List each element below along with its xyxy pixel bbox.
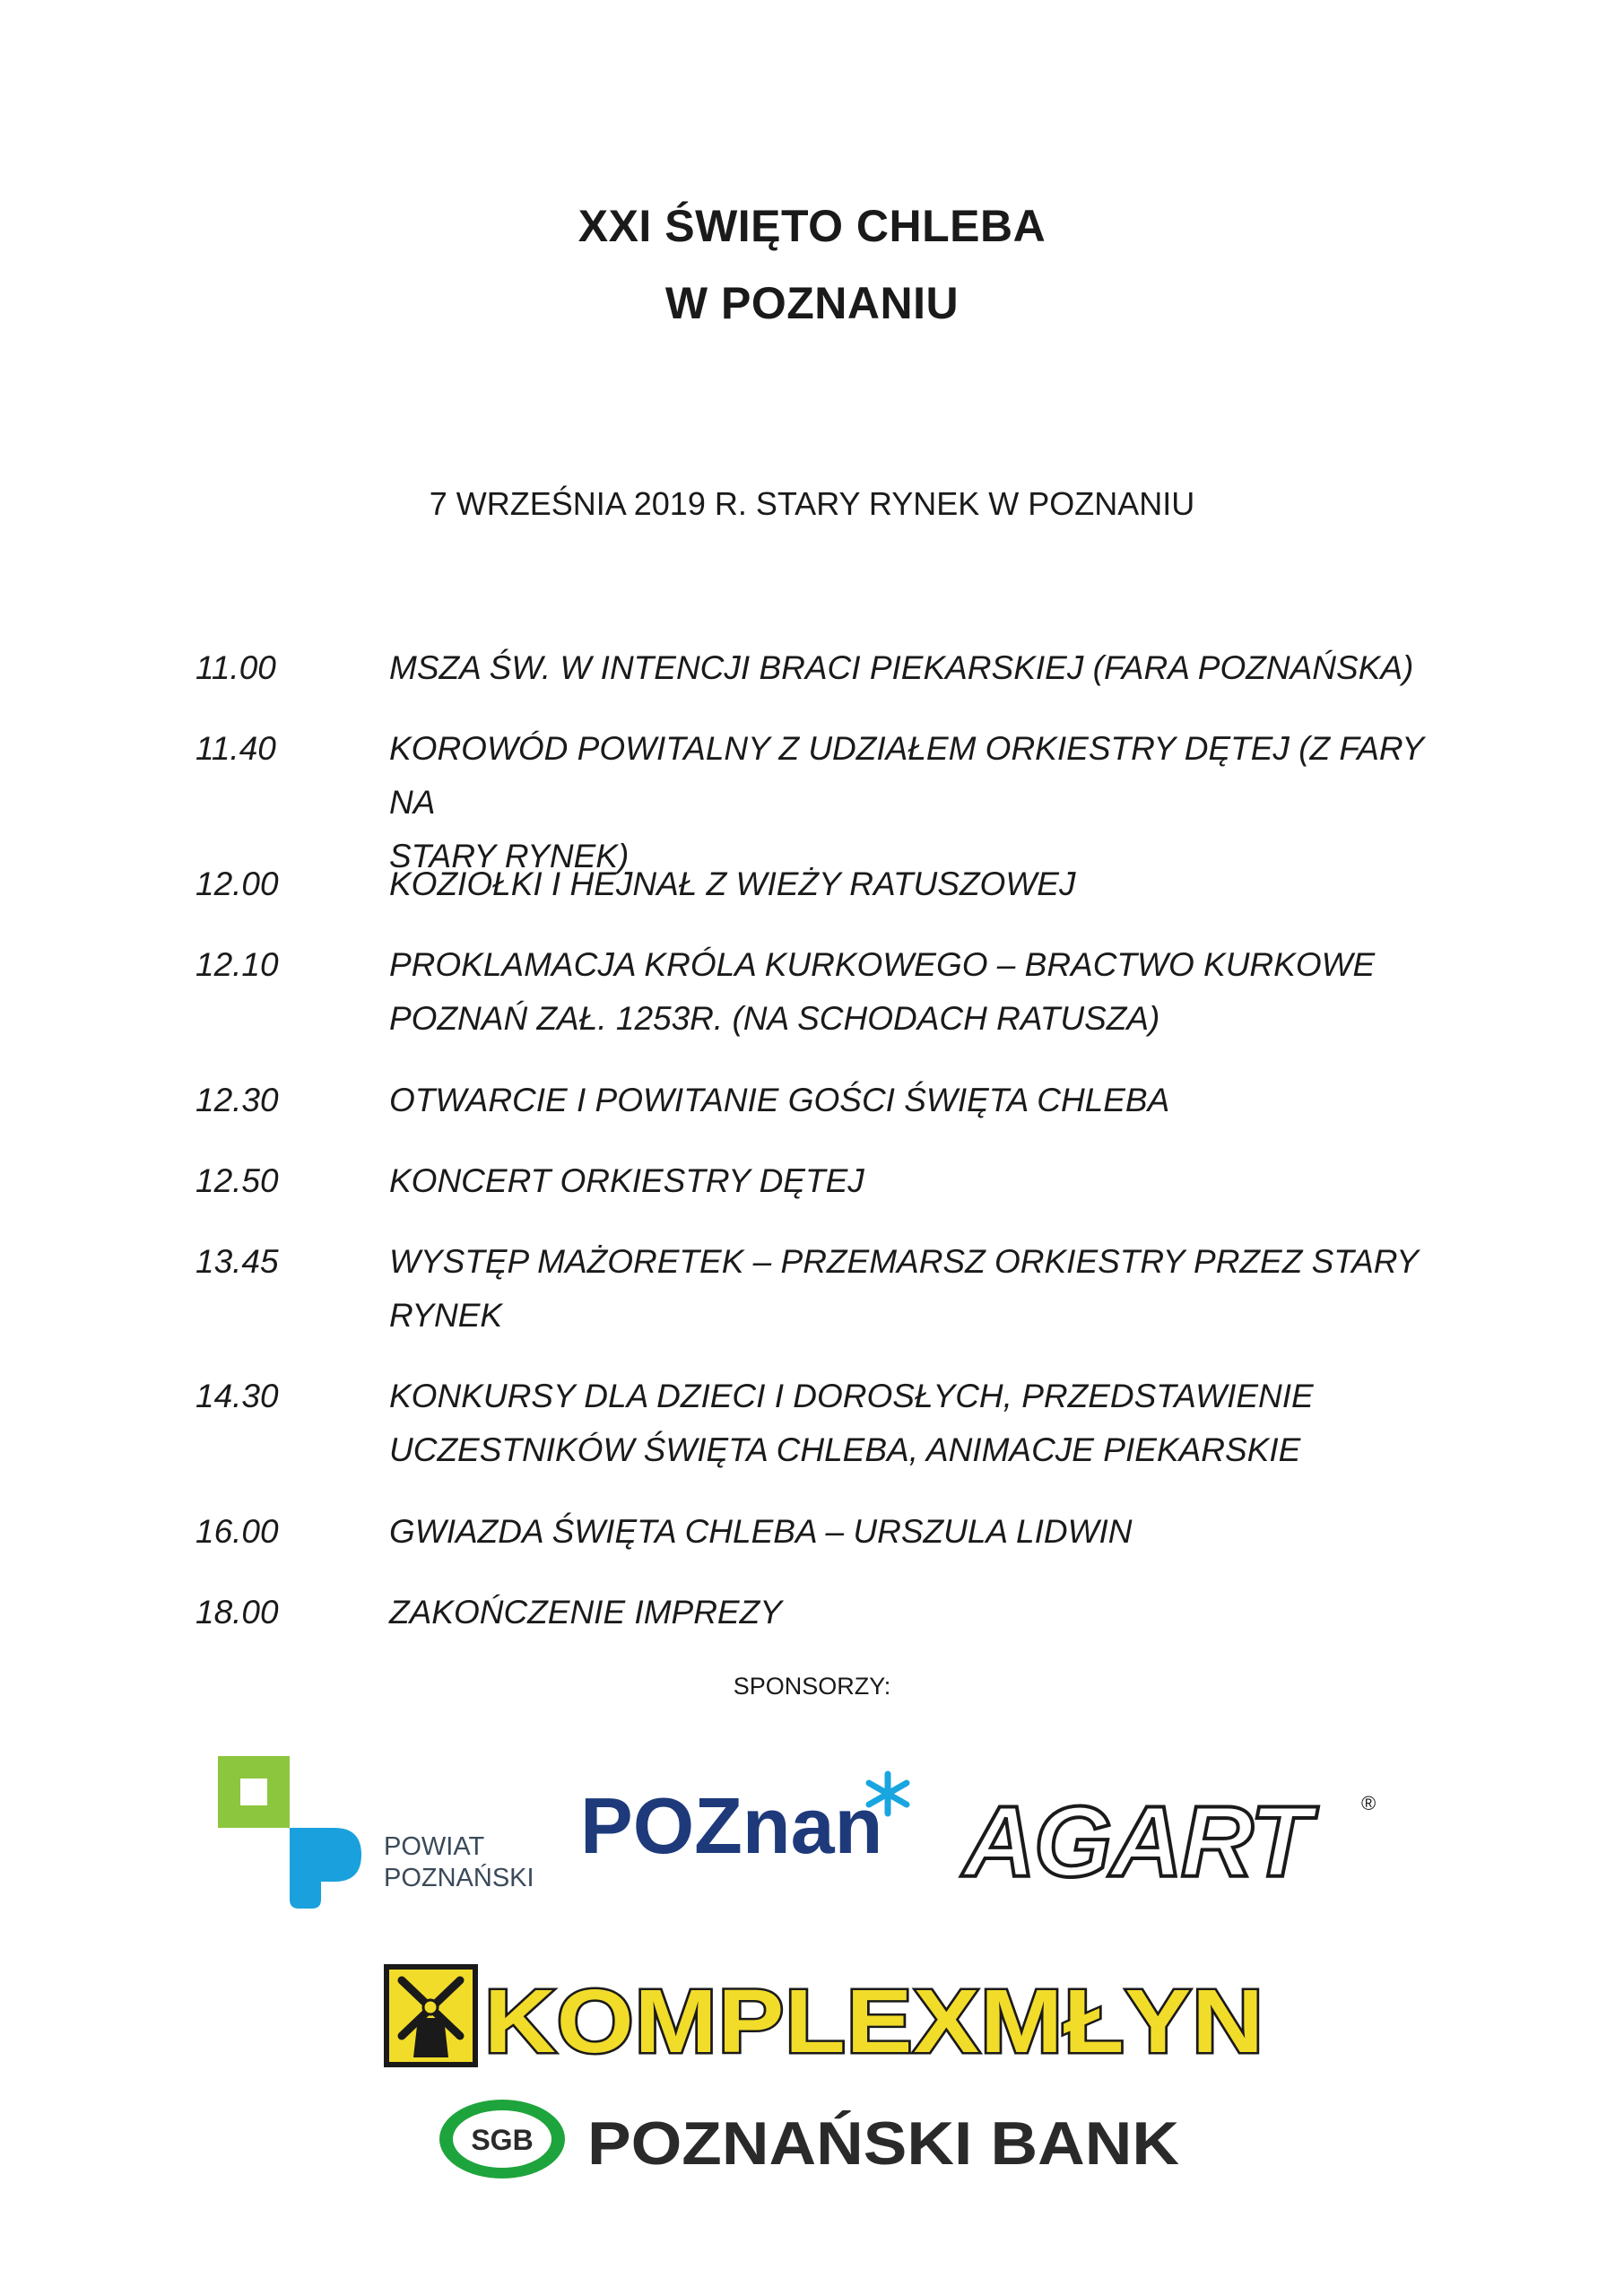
schedule-time: 13.45: [195, 1243, 279, 1280]
komplexmlyn-text: KOMPLEXMŁYN: [484, 1971, 1264, 2067]
schedule-time: 16.00: [195, 1513, 279, 1550]
schedule-line: UCZESTNIKÓW ŚWIĘTA CHLEBA, ANIMACJE PIEKARSKIE: [389, 1431, 1301, 1468]
schedule-description: [389, 857, 1447, 911]
powiat-blue-shape: [290, 1828, 361, 1909]
schedule-line: KOZIOŁKI I HEJNAŁ Z WIEŻY RATUSZOWEJ: [389, 865, 1076, 902]
schedule-line: PROKLAMACJA KRÓLA KURKOWEGO – BRACTWO KURKOWE: [389, 946, 1376, 983]
schedule-time: 11.40: [195, 730, 276, 767]
sgb-poznanski-bank-logo: [435, 2094, 1188, 2184]
schedule-description: [389, 1074, 1447, 1127]
powiat-text-line2: POZNAŃSKI: [384, 1864, 534, 1892]
agart-text: AGART: [963, 1786, 1310, 1892]
schedule-description: [389, 938, 1447, 1046]
powiat-white-square: [240, 1779, 267, 1805]
page-title-line2: W POZNANIU: [664, 278, 960, 328]
sgb-badge-text: SGB: [471, 2124, 534, 2156]
schedule-line: ZAKOŃCZENIE IMPREZY: [389, 1594, 782, 1631]
powiat-poznanski-logo: [213, 1756, 554, 1909]
schedule-description: [389, 1370, 1447, 1477]
page-title-line1: XXI ŚWIĘTO CHLEBA: [578, 201, 1046, 251]
event-date-place: 7 WRZEŚNIA 2019 R. STARY RYNEK W POZNANIU: [429, 485, 1195, 522]
schedule-line: MSZA ŚW. W INTENCJI BRACI PIEKARSKIEJ (FARA POZNAŃSKA): [389, 649, 1414, 686]
agart-logo: [958, 1785, 1388, 1892]
komplexmlyn-logo: [384, 1964, 1272, 2067]
schedule-line: POZNAŃ ZAŁ. 1253R. (NA SCHODACH RATUSZA): [389, 1000, 1160, 1037]
schedule-line: RYNEK: [389, 1297, 503, 1334]
schedule-time: 12.50: [195, 1162, 279, 1199]
poznan-logo: [578, 1765, 924, 1873]
powiat-logo-mark: [213, 1756, 554, 1909]
agart-registered-mark: ®: [1361, 1792, 1376, 1814]
sgb-bank-text: POZNAŃSKI BANK: [587, 2109, 1179, 2178]
schedule-line: GWIAZDA ŚWIĘTA CHLEBA – URSZULA LIDWIN: [389, 1513, 1133, 1550]
sgb-logo-mark: [435, 2094, 1188, 2184]
schedule-time: 12.00: [195, 865, 279, 902]
schedule-time: 14.30: [195, 1378, 279, 1414]
windmill-icon: [384, 1964, 478, 2067]
schedule-time: 11.00: [195, 649, 276, 686]
agart-logo-mark: [958, 1785, 1388, 1892]
schedule-description: [389, 1505, 1447, 1559]
schedule-line: STARY RYNEK): [389, 838, 630, 874]
sgb-badge-icon: [439, 2100, 565, 2179]
schedule-time: 12.30: [195, 1082, 279, 1118]
schedule-description: [389, 1586, 1447, 1639]
powiat-text-line1: POWIAT: [384, 1832, 485, 1861]
sponsors-label: SPONSORZY:: [733, 1673, 891, 1700]
schedule-description: [389, 641, 1447, 695]
poznan-text: POZnan: [580, 1781, 883, 1870]
komplexmlyn-logo-mark: [384, 1964, 1272, 2067]
schedule-time: 12.10: [195, 946, 279, 983]
schedule-line: KONCERT ORKIESTRY DĘTEJ: [389, 1162, 864, 1199]
schedule-time: 18.00: [195, 1594, 279, 1631]
schedule-line: WYSTĘP MAŻORETEK – PRZEMARSZ ORKIESTRY PRZEZ STARY: [389, 1243, 1419, 1280]
poznan-logo-mark: [578, 1765, 924, 1873]
schedule-description: [389, 1235, 1447, 1343]
schedule-line: OTWARCIE I POWITANIE GOŚCI ŚWIĘTA CHLEBA: [389, 1082, 1170, 1118]
schedule-line: KOROWÓD POWITALNY Z UDZIAŁEM ORKIESTRY DĘTEJ (Z FARY NA: [389, 730, 1424, 821]
schedule-description: [389, 1154, 1447, 1208]
schedule-line: KONKURSY DLA DZIECI I DOROSŁYCH, PRZEDSTAWIENIE: [389, 1378, 1314, 1414]
